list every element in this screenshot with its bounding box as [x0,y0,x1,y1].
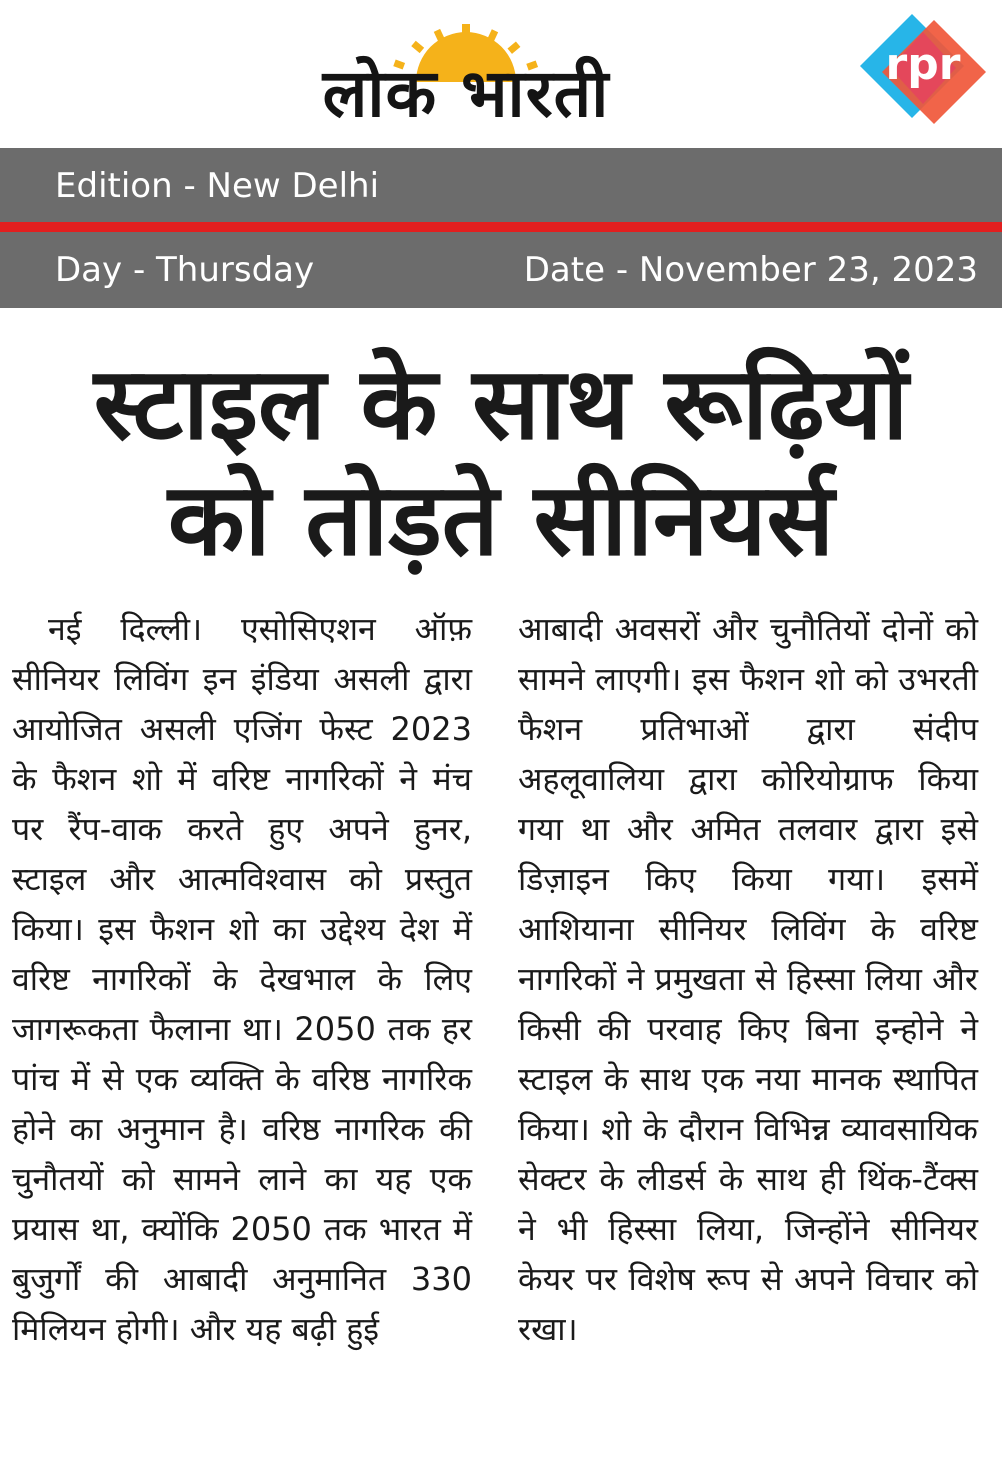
rpr-logo-text: rpr [885,39,961,90]
day-label: Day - Thursday [55,250,315,290]
rpr-logo [856,10,990,128]
red-divider [0,222,1002,232]
headline-line-2: को तोड़ते सीनियर्स [167,461,835,578]
headline-line-1: स्टाइल के साथ रूढ़ियों [93,345,909,462]
logo-text: लोक भारती [322,55,610,132]
article-column-left: नई दिल्ली। एसोसिएशन ऑफ़ सीनियर लिविंग इन इंडिया असली द्वारा आयोजित असली एजिंग फेस्ट 2023 के फैशन शो में वरिष्ट नागरिकों ने मंच पर रैंप-वाक करते हुए अपने हुनर, स्टाइल और आत्मविश्वास को प्रस्तुत किया। इस फैशन शो का उद्देश्य देश में वरिष्ट नागरिकों के देखभाल के लिए जागरूकता फैलाना था। 2050 तक हर पांच में से एक व्यक्ति के वरिष्ठ नागरिक होने का अनुमान है। वरिष्ठ नागरिक की चुनौतयों को सामने लाने का यह एक प्रयास था, क्योंकि 2050 तक भारत में बुजुर्गों की आबादी अनुमानित 330 मिलियन होगी। और यह बढ़ी हुई [12,610,472,1348]
edition-label: Edition - New Delhi [55,166,380,206]
day-date-band [0,232,1002,308]
masthead [0,0,1002,148]
edition-band [0,148,1002,222]
newspaper-logo [276,24,656,132]
date-label: Date - November 23, 2023 [523,250,978,290]
headline [10,346,992,578]
article-column-right: आबादी अवसरों और चुनौतियों दोनों को सामने लाएगी। इस फैशन शो को उभरती फैशन प्रतिभाओं द्वारा संदीप अहलूवालिया द्वारा कोरियोग्राफ किया गया था और अमित तलवार द्वारा इसे डिज़ाइन किए किया गया। इसमें आशियाना सीनियर लिविंग के वरिष्ट नागरिकों ने प्रमुखता से हिस्सा लिया और किसी की परवाह किए बिना इन्होने ने स्टाइल के साथ एक नया मानक स्थापित किया। शो के दौरान विभिन्न व्यावसायिक सेक्टर के लीडर्स के साथ ही थिंक-टैंक्स ने भी हिस्सा लिया, जिन्होंने सीनियर केयर पर विशेष रूप से अपने विचार को रखा। [518,610,978,1348]
